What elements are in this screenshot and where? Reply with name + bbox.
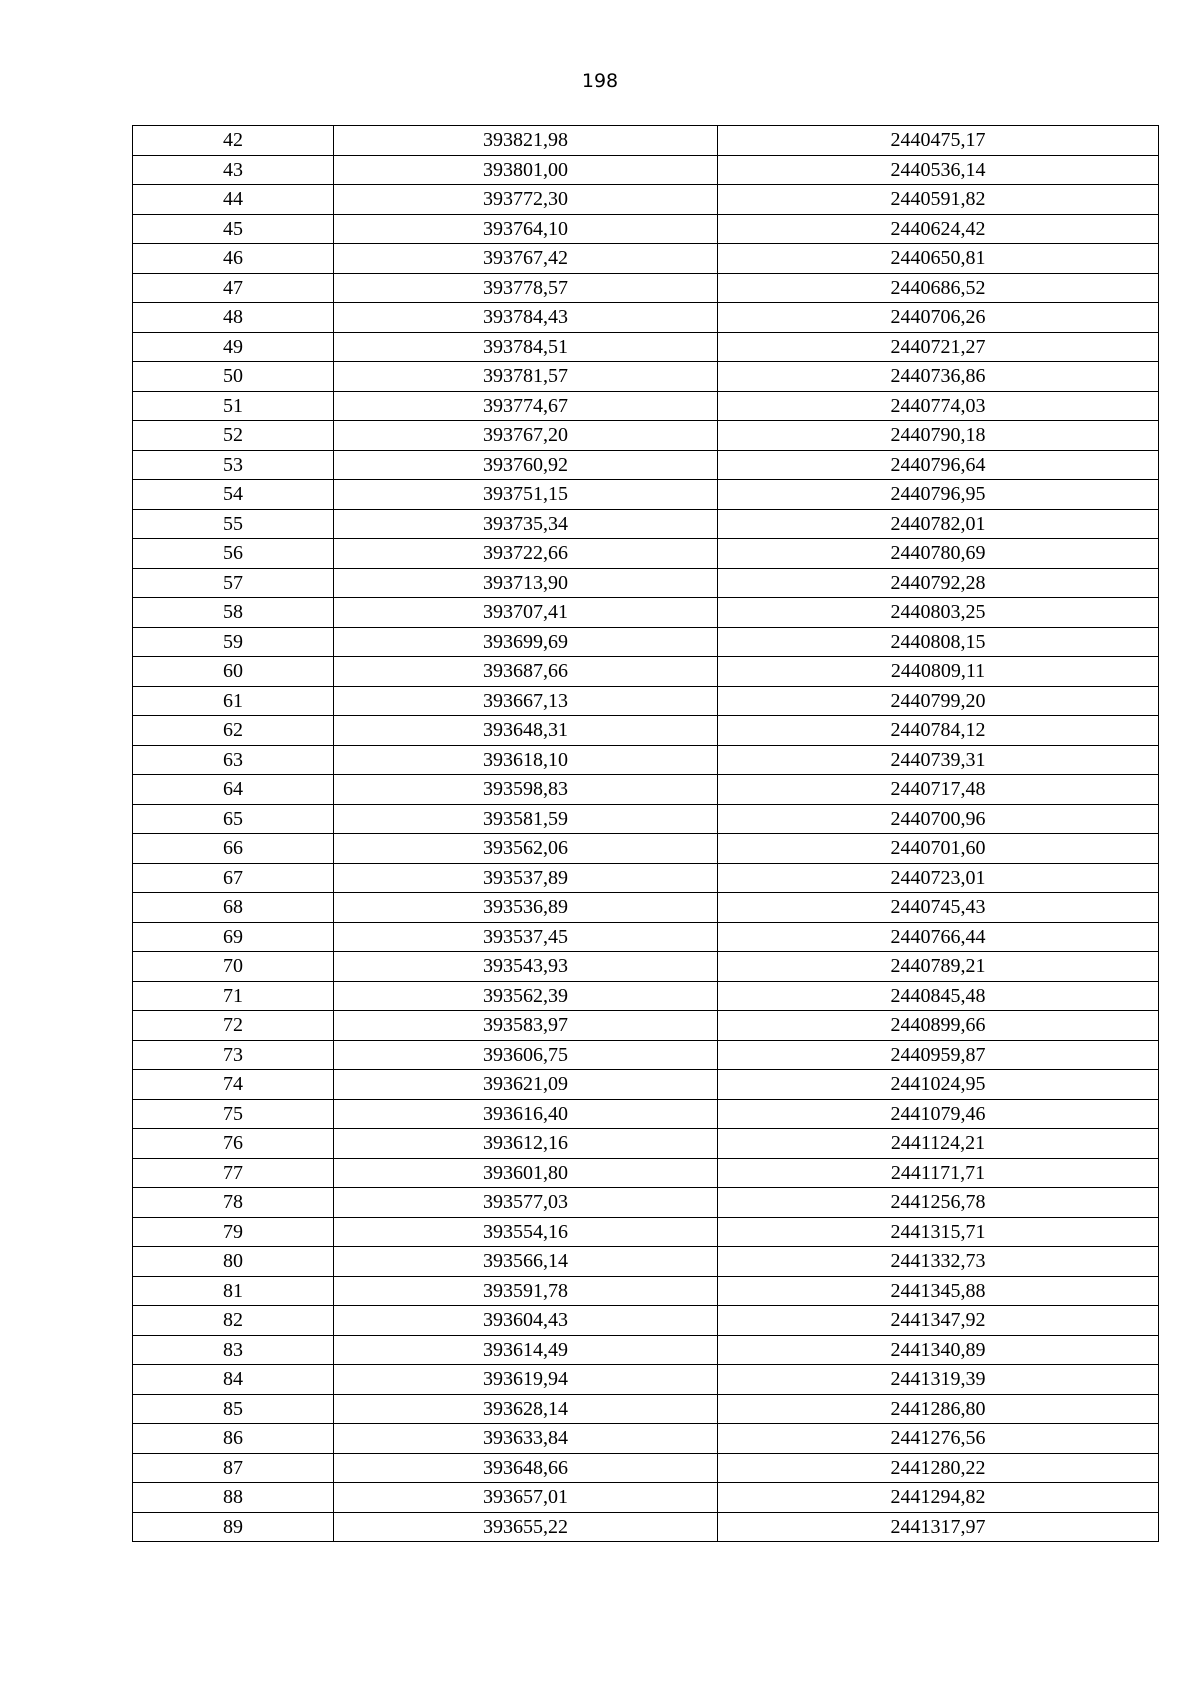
table-row: [133, 716, 1159, 746]
table-row: [133, 391, 1159, 421]
coordinates-table: [132, 125, 1159, 1542]
table-row: [133, 480, 1159, 510]
table-row: [133, 1306, 1159, 1336]
y-coordinate-cell: 2441286,80: [718, 1394, 1159, 1424]
x-coordinate-cell: 393801,00: [334, 155, 718, 185]
table-row: [133, 804, 1159, 834]
table-row: [133, 922, 1159, 952]
point-number-cell: 47: [133, 273, 334, 303]
table-row: [133, 1099, 1159, 1129]
y-coordinate-cell: 2440745,43: [718, 893, 1159, 923]
point-number-cell: 42: [133, 126, 334, 156]
point-number-cell: 49: [133, 332, 334, 362]
x-coordinate-cell: 393767,42: [334, 244, 718, 274]
table-row: [133, 185, 1159, 215]
y-coordinate-cell: 2441319,39: [718, 1365, 1159, 1395]
x-coordinate-cell: 393612,16: [334, 1129, 718, 1159]
x-coordinate-cell: 393566,14: [334, 1247, 718, 1277]
y-coordinate-cell: 2440591,82: [718, 185, 1159, 215]
point-number-cell: 76: [133, 1129, 334, 1159]
y-coordinate-cell: 2440784,12: [718, 716, 1159, 746]
point-number-cell: 83: [133, 1335, 334, 1365]
table-row: [133, 214, 1159, 244]
point-number-cell: 57: [133, 568, 334, 598]
y-coordinate-cell: 2440723,01: [718, 863, 1159, 893]
y-coordinate-cell: 2440845,48: [718, 981, 1159, 1011]
point-number-cell: 86: [133, 1424, 334, 1454]
table-row: [133, 598, 1159, 628]
table-row: [133, 981, 1159, 1011]
y-coordinate-cell: 2440780,69: [718, 539, 1159, 569]
x-coordinate-cell: 393619,94: [334, 1365, 718, 1395]
y-coordinate-cell: 2441276,56: [718, 1424, 1159, 1454]
table-row: [133, 863, 1159, 893]
y-coordinate-cell: 2440717,48: [718, 775, 1159, 805]
point-number-cell: 88: [133, 1483, 334, 1513]
x-coordinate-cell: 393537,89: [334, 863, 718, 893]
point-number-cell: 69: [133, 922, 334, 952]
y-coordinate-cell: 2440799,20: [718, 686, 1159, 716]
table-row: [133, 893, 1159, 923]
x-coordinate-cell: 393713,90: [334, 568, 718, 598]
x-coordinate-cell: 393554,16: [334, 1217, 718, 1247]
x-coordinate-cell: 393735,34: [334, 509, 718, 539]
table-row: [133, 1188, 1159, 1218]
table-row: [133, 1276, 1159, 1306]
x-coordinate-cell: 393604,43: [334, 1306, 718, 1336]
point-number-cell: 85: [133, 1394, 334, 1424]
y-coordinate-cell: 2440774,03: [718, 391, 1159, 421]
table-row: [133, 303, 1159, 333]
coordinates-table-body: [133, 126, 1159, 1542]
y-coordinate-cell: 2440808,15: [718, 627, 1159, 657]
x-coordinate-cell: 393562,06: [334, 834, 718, 864]
table-row: [133, 155, 1159, 185]
table-row: [133, 568, 1159, 598]
x-coordinate-cell: 393614,49: [334, 1335, 718, 1365]
x-coordinate-cell: 393784,43: [334, 303, 718, 333]
table-row: [133, 1247, 1159, 1277]
point-number-cell: 59: [133, 627, 334, 657]
point-number-cell: 56: [133, 539, 334, 569]
y-coordinate-cell: 2441347,92: [718, 1306, 1159, 1336]
y-coordinate-cell: 2441332,73: [718, 1247, 1159, 1277]
y-coordinate-cell: 2440475,17: [718, 126, 1159, 156]
y-coordinate-cell: 2440796,95: [718, 480, 1159, 510]
x-coordinate-cell: 393778,57: [334, 273, 718, 303]
y-coordinate-cell: 2440706,26: [718, 303, 1159, 333]
y-coordinate-cell: 2440701,60: [718, 834, 1159, 864]
table-row: [133, 273, 1159, 303]
table-row: [133, 1217, 1159, 1247]
x-coordinate-cell: 393751,15: [334, 480, 718, 510]
point-number-cell: 64: [133, 775, 334, 805]
table-row: [133, 332, 1159, 362]
y-coordinate-cell: 2441315,71: [718, 1217, 1159, 1247]
point-number-cell: 58: [133, 598, 334, 628]
x-coordinate-cell: 393648,66: [334, 1453, 718, 1483]
x-coordinate-cell: 393722,66: [334, 539, 718, 569]
y-coordinate-cell: 2440782,01: [718, 509, 1159, 539]
x-coordinate-cell: 393767,20: [334, 421, 718, 451]
x-coordinate-cell: 393601,80: [334, 1158, 718, 1188]
y-coordinate-cell: 2440536,14: [718, 155, 1159, 185]
x-coordinate-cell: 393633,84: [334, 1424, 718, 1454]
table-row: [133, 1512, 1159, 1542]
table-row: [133, 1158, 1159, 1188]
y-coordinate-cell: 2440796,64: [718, 450, 1159, 480]
x-coordinate-cell: 393562,39: [334, 981, 718, 1011]
point-number-cell: 72: [133, 1011, 334, 1041]
point-number-cell: 80: [133, 1247, 334, 1277]
table-row: [133, 745, 1159, 775]
table-row: [133, 1335, 1159, 1365]
point-number-cell: 50: [133, 362, 334, 392]
x-coordinate-cell: 393781,57: [334, 362, 718, 392]
y-coordinate-cell: 2440766,44: [718, 922, 1159, 952]
y-coordinate-cell: 2441280,22: [718, 1453, 1159, 1483]
point-number-cell: 70: [133, 952, 334, 982]
y-coordinate-cell: 2440721,27: [718, 332, 1159, 362]
y-coordinate-cell: 2440624,42: [718, 214, 1159, 244]
x-coordinate-cell: 393821,98: [334, 126, 718, 156]
y-coordinate-cell: 2441124,21: [718, 1129, 1159, 1159]
x-coordinate-cell: 393577,03: [334, 1188, 718, 1218]
point-number-cell: 67: [133, 863, 334, 893]
point-number-cell: 78: [133, 1188, 334, 1218]
point-number-cell: 87: [133, 1453, 334, 1483]
point-number-cell: 60: [133, 657, 334, 687]
table-row: [133, 686, 1159, 716]
x-coordinate-cell: 393772,30: [334, 185, 718, 215]
point-number-cell: 81: [133, 1276, 334, 1306]
table-row: [133, 1394, 1159, 1424]
x-coordinate-cell: 393618,10: [334, 745, 718, 775]
table-row: [133, 362, 1159, 392]
table-row: [133, 952, 1159, 982]
y-coordinate-cell: 2440790,18: [718, 421, 1159, 451]
x-coordinate-cell: 393621,09: [334, 1070, 718, 1100]
point-number-cell: 74: [133, 1070, 334, 1100]
point-number-cell: 48: [133, 303, 334, 333]
x-coordinate-cell: 393699,69: [334, 627, 718, 657]
x-coordinate-cell: 393648,31: [334, 716, 718, 746]
table-row: [133, 244, 1159, 274]
table-row: [133, 1129, 1159, 1159]
y-coordinate-cell: 2441171,71: [718, 1158, 1159, 1188]
point-number-cell: 45: [133, 214, 334, 244]
table-row: [133, 627, 1159, 657]
point-number-cell: 52: [133, 421, 334, 451]
point-number-cell: 65: [133, 804, 334, 834]
point-number-cell: 51: [133, 391, 334, 421]
y-coordinate-cell: 2440809,11: [718, 657, 1159, 687]
table-row: [133, 1040, 1159, 1070]
x-coordinate-cell: 393687,66: [334, 657, 718, 687]
table-row: [133, 126, 1159, 156]
x-coordinate-cell: 393655,22: [334, 1512, 718, 1542]
y-coordinate-cell: 2441079,46: [718, 1099, 1159, 1129]
point-number-cell: 63: [133, 745, 334, 775]
y-coordinate-cell: 2440650,81: [718, 244, 1159, 274]
point-number-cell: 43: [133, 155, 334, 185]
table-row: [133, 1424, 1159, 1454]
x-coordinate-cell: 393707,41: [334, 598, 718, 628]
x-coordinate-cell: 393628,14: [334, 1394, 718, 1424]
x-coordinate-cell: 393760,92: [334, 450, 718, 480]
point-number-cell: 82: [133, 1306, 334, 1336]
x-coordinate-cell: 393784,51: [334, 332, 718, 362]
page-number: 198: [581, 70, 619, 92]
point-number-cell: 55: [133, 509, 334, 539]
point-number-cell: 62: [133, 716, 334, 746]
y-coordinate-cell: 2440899,66: [718, 1011, 1159, 1041]
y-coordinate-cell: 2441256,78: [718, 1188, 1159, 1218]
y-coordinate-cell: 2440789,21: [718, 952, 1159, 982]
point-number-cell: 75: [133, 1099, 334, 1129]
table-row: [133, 775, 1159, 805]
point-number-cell: 46: [133, 244, 334, 274]
point-number-cell: 79: [133, 1217, 334, 1247]
y-coordinate-cell: 2440686,52: [718, 273, 1159, 303]
point-number-cell: 54: [133, 480, 334, 510]
x-coordinate-cell: 393536,89: [334, 893, 718, 923]
x-coordinate-cell: 393543,93: [334, 952, 718, 982]
table-row: [133, 657, 1159, 687]
point-number-cell: 89: [133, 1512, 334, 1542]
point-number-cell: 61: [133, 686, 334, 716]
point-number-cell: 68: [133, 893, 334, 923]
table-row: [133, 539, 1159, 569]
x-coordinate-cell: 393581,59: [334, 804, 718, 834]
table-row: [133, 1011, 1159, 1041]
point-number-cell: 66: [133, 834, 334, 864]
y-coordinate-cell: 2441294,82: [718, 1483, 1159, 1513]
y-coordinate-cell: 2440792,28: [718, 568, 1159, 598]
y-coordinate-cell: 2441340,89: [718, 1335, 1159, 1365]
x-coordinate-cell: 393583,97: [334, 1011, 718, 1041]
y-coordinate-cell: 2441317,97: [718, 1512, 1159, 1542]
table-row: [133, 450, 1159, 480]
point-number-cell: 77: [133, 1158, 334, 1188]
x-coordinate-cell: 393606,75: [334, 1040, 718, 1070]
table-row: [133, 1365, 1159, 1395]
y-coordinate-cell: 2441345,88: [718, 1276, 1159, 1306]
point-number-cell: 44: [133, 185, 334, 215]
table-row: [133, 1483, 1159, 1513]
point-number-cell: 53: [133, 450, 334, 480]
y-coordinate-cell: 2440959,87: [718, 1040, 1159, 1070]
y-coordinate-cell: 2440700,96: [718, 804, 1159, 834]
point-number-cell: 84: [133, 1365, 334, 1395]
x-coordinate-cell: 393537,45: [334, 922, 718, 952]
table-row: [133, 1070, 1159, 1100]
y-coordinate-cell: 2440736,86: [718, 362, 1159, 392]
x-coordinate-cell: 393598,83: [334, 775, 718, 805]
table-row: [133, 834, 1159, 864]
x-coordinate-cell: 393764,10: [334, 214, 718, 244]
y-coordinate-cell: 2440803,25: [718, 598, 1159, 628]
x-coordinate-cell: 393591,78: [334, 1276, 718, 1306]
y-coordinate-cell: 2441024,95: [718, 1070, 1159, 1100]
x-coordinate-cell: 393774,67: [334, 391, 718, 421]
table-row: [133, 509, 1159, 539]
point-number-cell: 73: [133, 1040, 334, 1070]
point-number-cell: 71: [133, 981, 334, 1011]
table-row: [133, 421, 1159, 451]
y-coordinate-cell: 2440739,31: [718, 745, 1159, 775]
x-coordinate-cell: 393657,01: [334, 1483, 718, 1513]
x-coordinate-cell: 393667,13: [334, 686, 718, 716]
x-coordinate-cell: 393616,40: [334, 1099, 718, 1129]
table-row: [133, 1453, 1159, 1483]
